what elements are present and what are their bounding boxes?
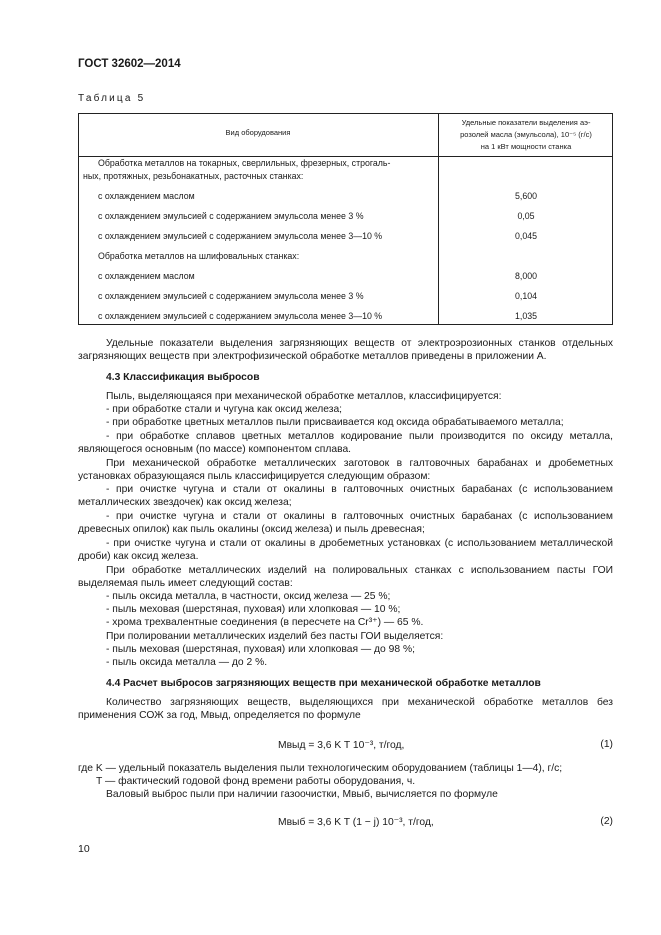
table-row-label: с охлаждением эмульсией с содержанием эмульсола менее 3 % (98, 291, 364, 301)
paragraph: Пыль, выделяющаяся при механической обработке металлов, классифицируется: (106, 391, 502, 402)
table-row-label: с охлаждением маслом (98, 271, 195, 281)
paragraph: Количество загрязняющих веществ, выделяющихся при механической обработке металлов без применения СОЖ за год, Мвыд, определяется по формуле (78, 697, 613, 722)
table-row-label: с охлаждением маслом (98, 191, 195, 201)
table-header-equipment: Вид оборудования (225, 128, 291, 137)
section-heading-4-4: 4.4 Расчет выбросов загрязняющих веществ при механической обработке металлов (106, 678, 541, 689)
paragraph: При обработке металлических изделий на полировальных станках с использованием пасты ГОИ выделяемая пыль имеет следующий состав: (78, 565, 613, 590)
list-item: - при очистке чугуна и стали от окалины в дробеметных установках (с использованием металлической дроби) как оксид железа. (78, 538, 613, 563)
data-table (78, 113, 613, 325)
section-heading-4-3: 4.3 Классификация выбросов (106, 372, 260, 383)
table-caption: Таблица 5 (78, 93, 146, 104)
formula-1: Mвыд = 3,6 K T 10⁻³, т/год, (278, 740, 405, 751)
list-item: - пыль оксида металла — до 2 %. (106, 657, 268, 668)
table-row-value: 5,600 (514, 191, 537, 201)
table-row-value: 0,05 (517, 211, 535, 221)
where-clause: где K — удельный показатель выделения пыли технологическим оборудованием (таблицы 1—4), г/с; (78, 763, 563, 774)
table-row-label: с охлаждением эмульсией с содержанием эмульсола менее 3—10 % (98, 311, 383, 321)
list-item: - при очистке чугуна и стали от окалины в галтовочных очистных барабанах (с использованием древесных опилок) как пыль окалины (оксид железа) и пыль древесная; (78, 511, 613, 536)
table-row-label: Обработка металлов на токарных, сверлильных, фрезерных, строгаль- (98, 158, 391, 168)
table-row-value: 0,045 (514, 231, 537, 241)
formula-2: Mвыб = 3,6 K T (1 − j) 10⁻³, т/год, (278, 817, 434, 828)
paragraph: Удельные показатели выделения загрязняющих веществ от электроэрозионных станков отдельных загрязняющих веществ при электрофизической обработке металлов приведены в приложении А. (78, 338, 613, 363)
list-item: - пыль меховая (шерстяная, пуховая) или хлопковая — 10 %; (106, 604, 401, 615)
table-row-value: 8,000 (514, 271, 537, 281)
list-item: - при обработке стали и чугуна как оксид железа; (106, 404, 343, 415)
where-clause: T — фактический годовой фонд времени работы оборудования, ч. (96, 776, 416, 787)
table-row-value: 0,104 (514, 291, 537, 301)
paragraph: Валовый выброс пыли при наличии газоочистки, Mвыб, вычисляется по формуле (106, 789, 498, 800)
list-item: - при обработке сплавов цветных металлов кодирование пыли производится по оксиду металла, являющегося основным (по массе) компонентом сплава. (78, 431, 613, 456)
table-header-indicators: Удельные показатели выделения аэ- розолей масла (эмульсола), 10⁻⁵ (г/с) на 1 кВт мощности станка (460, 118, 592, 151)
table-row-label: Обработка металлов на шлифовальных станках: (98, 251, 300, 261)
list-item: - при очистке чугуна и стали от окалины в галтовочных очистных барабанах (с использованием металлических звездочек) как оксид железа; (78, 484, 613, 509)
paragraph: При полировании металлических изделий без пасты ГОИ выделяется: (106, 631, 444, 642)
list-item: - пыль оксида металла, в частности, оксид железа — 25 %; (106, 591, 391, 602)
table-row-label: ных, протяжных, резьбонакатных, расточных станках: (83, 171, 304, 181)
equation-number-2: (2) (600, 816, 613, 827)
table-row-value: 1,035 (514, 311, 537, 321)
equation-number-1: (1) (600, 739, 613, 750)
page-number: 10 (78, 843, 90, 855)
paragraph: При механической обработке металлических заготовок в галтовочных барабанах и дробеметных установках образующаяся пыль классифицируется следующим образом: (78, 458, 613, 483)
list-item: - при обработке цветных металлов пыли присваивается код оксида обрабатываемого металла; (106, 417, 564, 428)
table-row-label: с охлаждением эмульсией с содержанием эмульсола менее 3—10 % (98, 231, 383, 241)
list-item: - хрома трехвалентные соединения (в пересчете на Cr³⁺) — 65 %. (106, 617, 424, 628)
table-row-label: с охлаждением эмульсией с содержанием эмульсола менее 3 % (98, 211, 364, 221)
list-item: - пыль меховая (шерстяная, пуховая) или хлопковая — до 98 %; (106, 644, 415, 655)
document-header: ГОСТ 32602—2014 (78, 58, 181, 70)
